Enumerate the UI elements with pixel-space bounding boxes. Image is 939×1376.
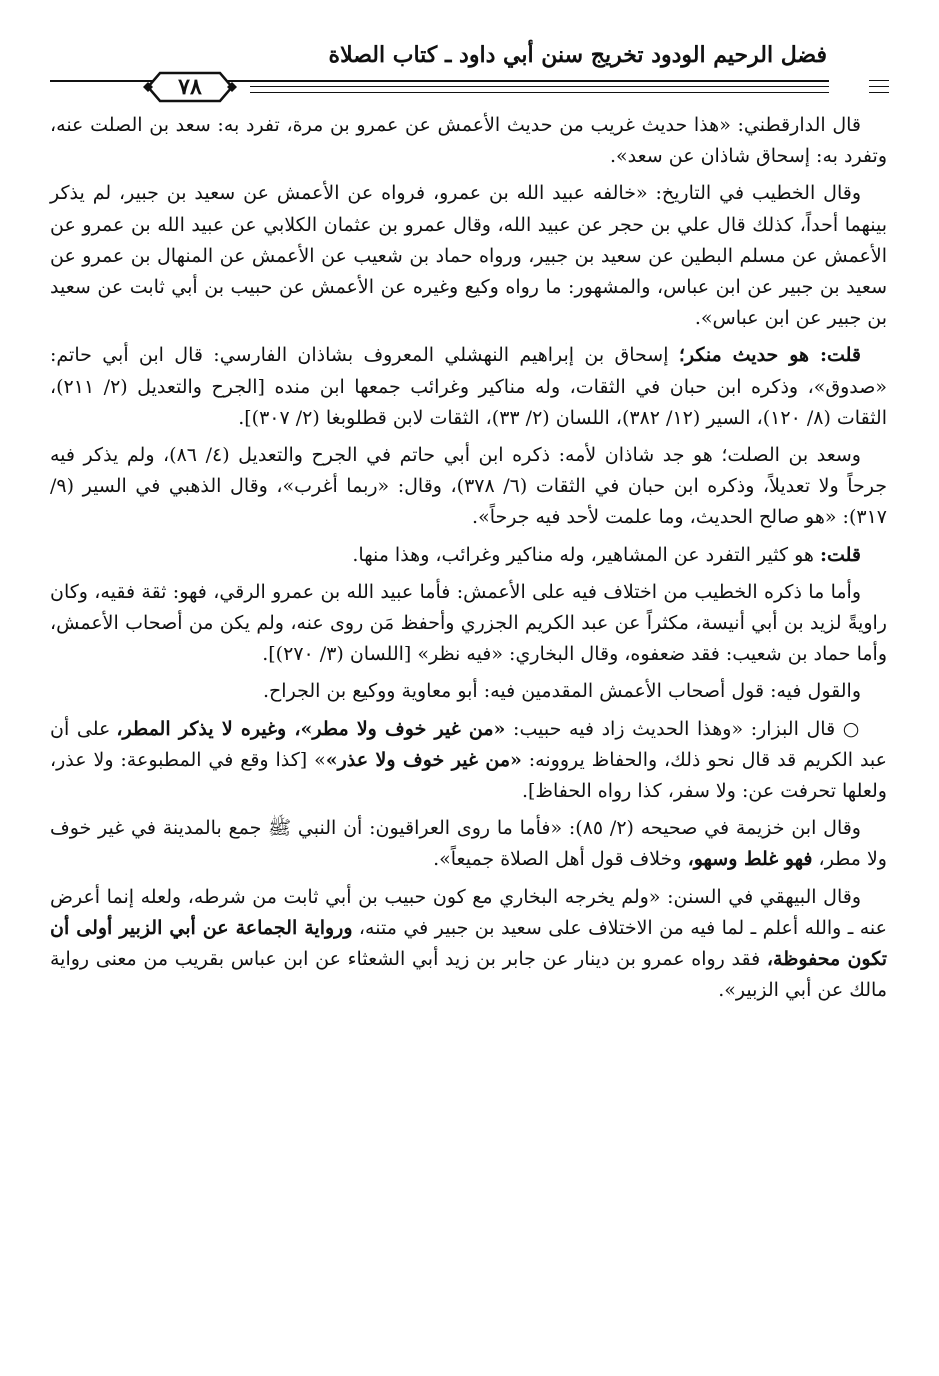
text-segment: وقال الخطيب في التاريخ: «خالفه عبيد الله بن عمرو، فرواه عن الأعمش عن سعيد بن جبير، لم يذكر بينهما أحداً، كذلك قال علي بن حجر عن عبيد الله، وقال عمرو بن عثمان الكلابي عن عبيد الله بن عمرو عن الأعمش عن مسلم البطين عن سعيد بن جبير، ورواه حماد بن شعيب عن الأعمش عن المنهال بن عمرو عن سعيد بن جبير عن ابن عباس، والمشهور: ما رواه وكيع وغيره عن الأعمش عن حبيب بن أبي ثابت عن سعيد بن جبير عن ابن عباس».: [50, 182, 887, 330]
header-rule: [250, 92, 829, 93]
paragraph: [50, 882, 887, 1007]
bold-text-segment: فهو غلط وسهو،: [687, 848, 813, 871]
header-rule: [869, 80, 889, 81]
body-text: [50, 110, 887, 1012]
bold-text-segment: قلت:: [819, 543, 861, 566]
text-segment: وخلاف قول أهل الصلاة جميعاً».: [433, 848, 688, 871]
text-segment: ○ قال البزار: «وهذا الحديث زاد فيه حبيب:: [505, 717, 861, 740]
text-segment: إسحاق بن إبراهيم النهشلي المعروف بشاذان الفارسي: قال ابن أبي حاتم: «صدوق»، وذكره ابن حبان في الثقات، وله مناكير وغرائب جمعها ابن منده [الجرح والتعديل (٢/ ٢١١)، الثقات (٨/ ١٢٠)، السير (١٢/ ٣٨٢)، اللسان (٢/ ٣٣)، الثقات لابن قطلوبغا (٢/ ٣٠٧)].: [50, 344, 887, 429]
paragraph: [50, 676, 887, 707]
paragraph: [50, 110, 887, 172]
page-number-badge: [140, 70, 240, 104]
text-segment: والقول فيه: قول أصحاب الأعمش المقدمين فيه: أبو معاوية ووكيع بن الجراح.: [263, 680, 861, 703]
paragraph: [50, 714, 887, 808]
page-number: ٧٨: [178, 74, 202, 100]
paragraph: [50, 440, 887, 534]
paragraph: [50, 577, 887, 671]
text-segment: » [كذا وقع في المطبوعة: ولا عذر، ولعلها تحرفت عن: ولا سفر، كذا رواه الحفاظ].: [50, 748, 887, 803]
header-rule: [869, 86, 889, 87]
header-rule: [250, 86, 829, 87]
text-segment: فقد رواه عمرو بن دينار عن جابر بن زيد أبي الشعثاء عن ابن عباس بقريب من معنى رواية مالك عن أبي الزبير».: [50, 948, 887, 1002]
header-rule: [869, 92, 889, 93]
bold-text-segment: قلت: هو حديث منكر؛: [678, 344, 861, 367]
paragraph: [50, 540, 887, 571]
bold-text-segment: ورواية الجماعة عن أبي الزبير أولى أن تكون محفوظة،: [50, 916, 887, 971]
paragraph: [50, 340, 887, 434]
bold-text-segment: «من غير خوف ولا مطر»، وغيره لا يذكر المطر،: [116, 717, 506, 740]
running-title: فضل الرحيم الودود تخريج سنن أبي داود ـ كتاب الصلاة: [328, 42, 827, 68]
text-segment: هو كثير التفرد عن المشاهير، وله مناكير وغرائب، وهذا منها.: [352, 543, 820, 566]
bold-text-segment: «من غير خوف ولا عذر»: [325, 748, 522, 771]
paragraph: [50, 813, 887, 875]
paragraph: [50, 178, 887, 334]
text-segment: قال الدارقطني: «هذا حديث غريب من حديث الأعمش عن عمرو بن مرة، تفرد به: سعد بن الصلت عنه، وتفرد به: إسحاق شاذان عن سعد».: [50, 114, 887, 168]
text-segment: على أن عبد الكريم قد قال نحو ذلك، والحفاظ يروونه:: [50, 717, 888, 771]
text-segment: وقال ابن خزيمة في صحيحه (٢/ ٨٥): «فأما ما روى العراقيون: أن النبي ﷺ جمع بالمدينة في غير خوف ولا مطر،: [50, 817, 887, 871]
text-segment: وقال البيهقي في السنن: «ولم يخرجه البخاري مع كون حبيب بن أبي ثابت من شرطه، ولعله إنما أعرض عنه ـ والله أعلم ـ لما فيه من الاختلاف على سعيد بن جبير في متنه،: [50, 885, 887, 939]
text-segment: وأما ما ذكره الخطيب من اختلاف فيه على الأعمش: فأما عبيد الله بن عمرو الرقي، فهو: ثقة فقيه، وكان راويةً لزيد بن أبي أنيسة، مكثراً عن عبد الكريم الجزري وأحفظ مَن روى عنه، ولم يكن من أصحاب الأعمش، وأما حماد بن شعيب: فقد ضعفوه، وقال البخاري: «فيه نظر» [اللسان (٣/ ٢٧٠)].: [50, 580, 887, 666]
text-segment: وسعد بن الصلت؛ هو جد شاذان لأمه: ذكره ابن أبي حاتم في الجرح والتعديل (٤/ ٨٦)، ولم يذكر فيه جرحاً ولا تعديلاً، وذكره ابن حبان في الثقات (٦/ ٣٧٨)، وقال: «ربما أغرب»، وقال الذهبي في السير (٩/ ٣١٧): «هو صالح الحديث، وما علمت لأحد فيه جرحاً».: [50, 444, 887, 529]
